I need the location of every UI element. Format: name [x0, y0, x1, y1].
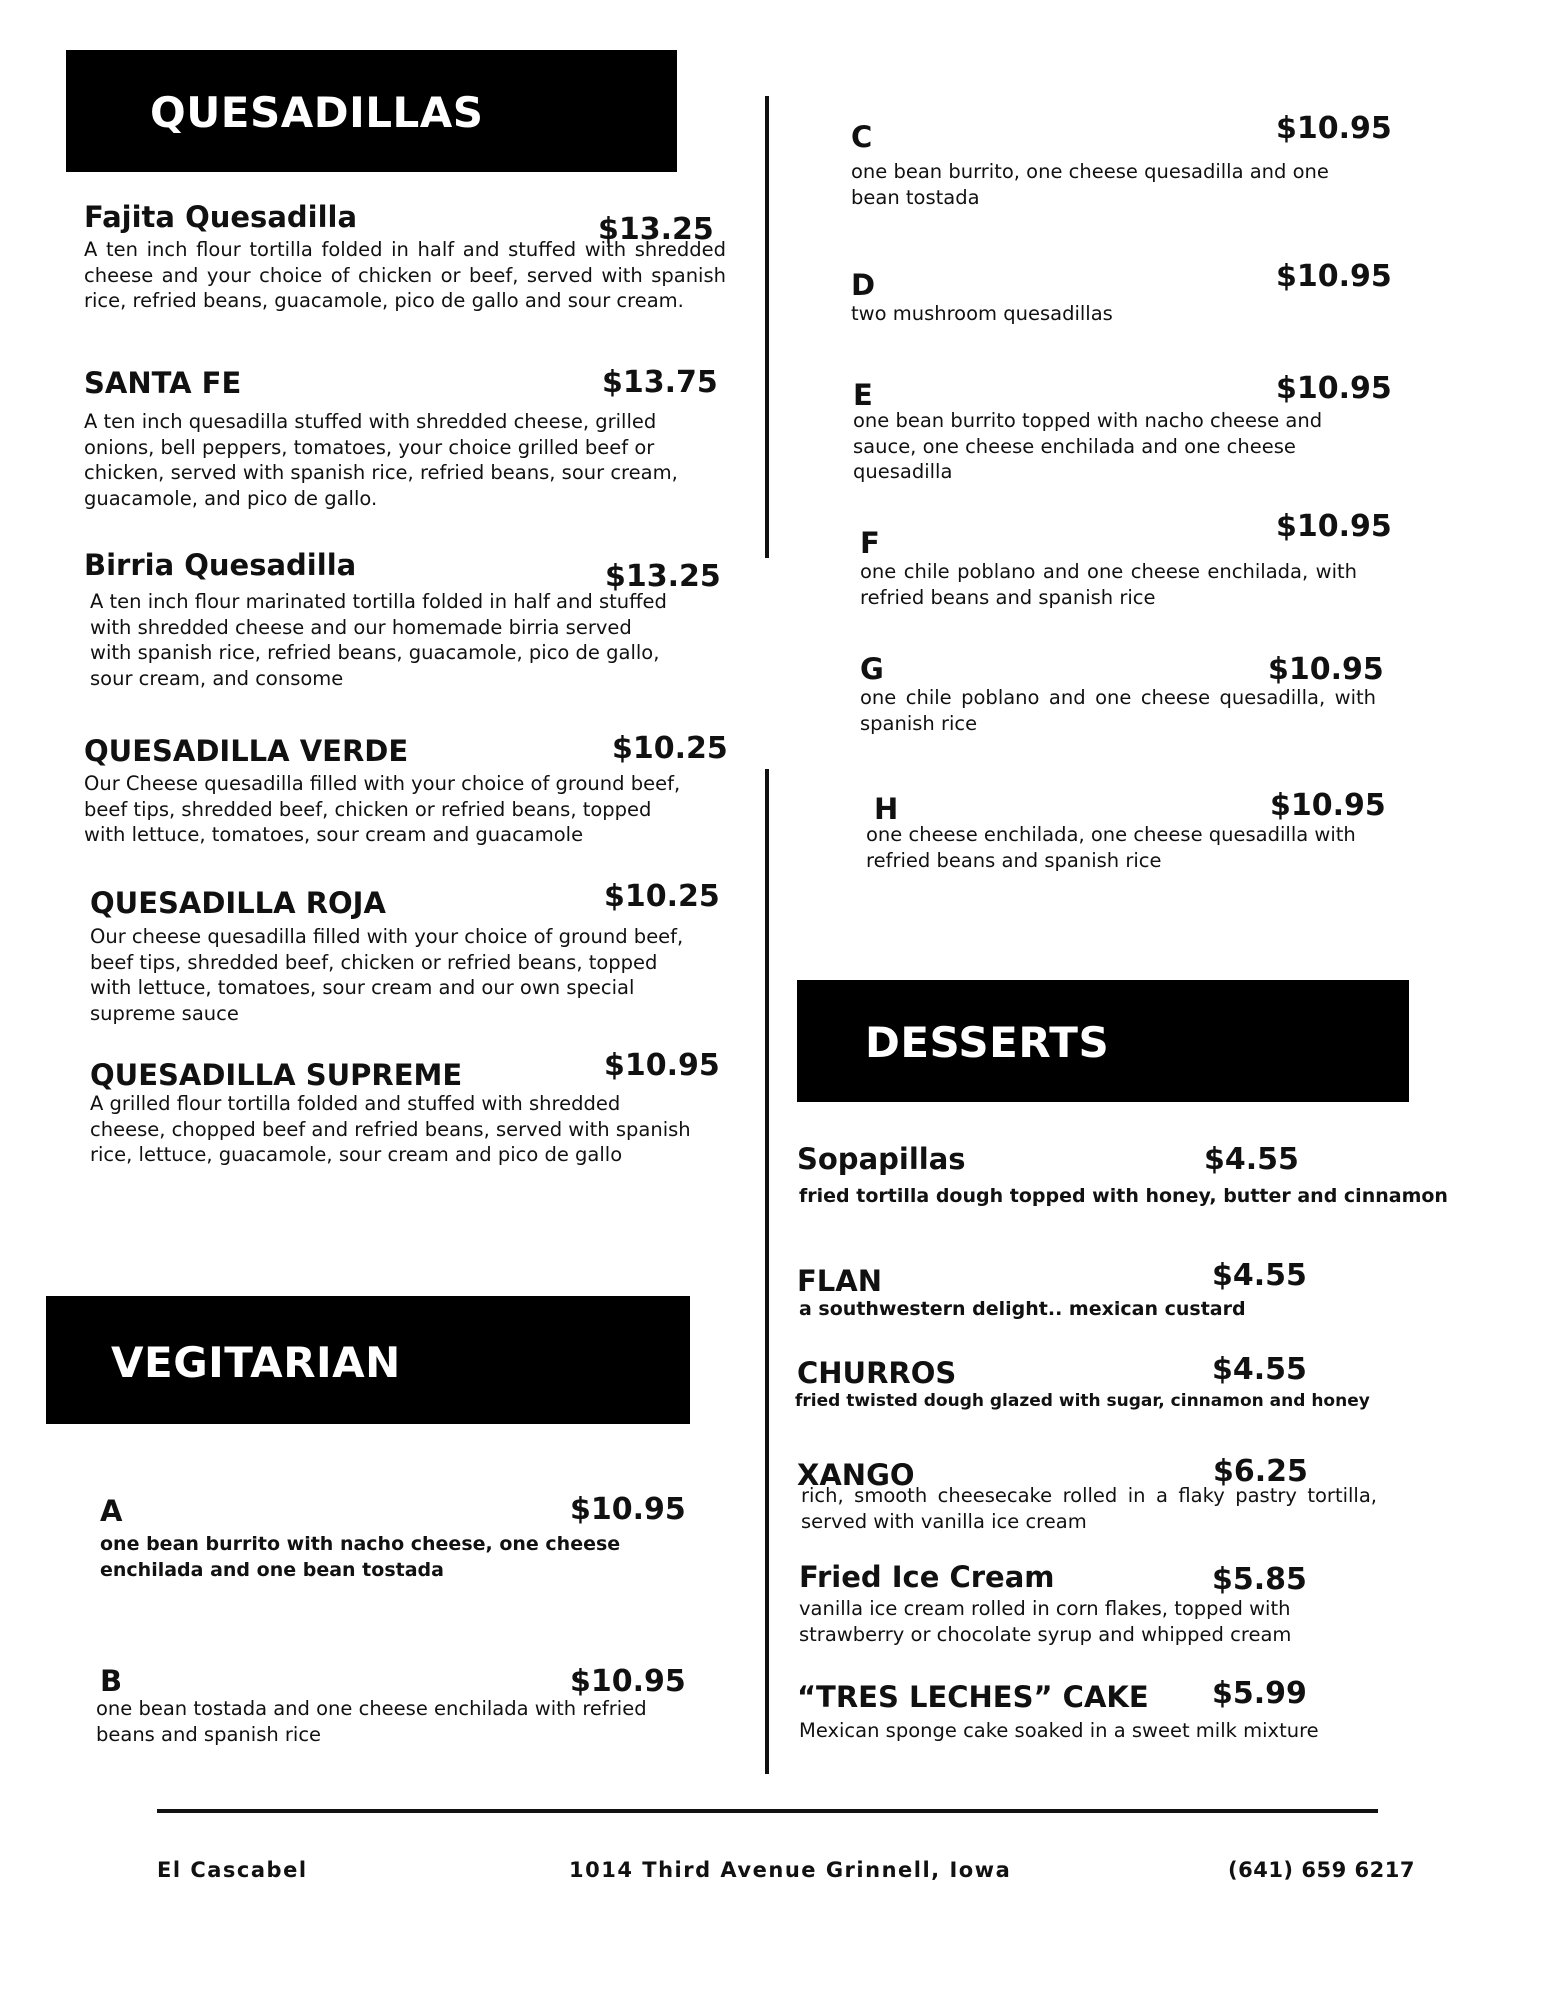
item-name: D: [851, 268, 876, 302]
item-name: Sopapillas: [797, 1142, 966, 1176]
item-price: $10.95: [1268, 652, 1384, 687]
item-name: QUESADILLA SUPREME: [90, 1058, 463, 1092]
item-price: $10.95: [604, 1048, 720, 1083]
menu-item-quesadilla-supreme: [90, 1048, 730, 1178]
menu-item-churros: [795, 1352, 1370, 1416]
menu-item-fajita-quesadilla: [84, 200, 726, 320]
item-description: A ten inch quesadilla stuffed with shredded cheese, grilled onions, bell peppers, tomatoes, your choice grilled beef or chicken, served with spanish rice, refried beans, sour cream, guacamole, and pico de gallo.: [84, 410, 678, 510]
restaurant-name: El Cascabel: [157, 1858, 308, 1882]
item-name: H: [874, 792, 899, 826]
item-description: one cheese enchilada, one cheese quesadilla with refried beans and spanish rice: [866, 823, 1356, 872]
item-name: Fajita Quesadilla: [84, 200, 358, 234]
menu-item-veg-b: [96, 1664, 696, 1754]
item-description: one bean tostada and one cheese enchilada with refried beans and spanish rice: [96, 1697, 647, 1746]
item-description: one chile poblano and one cheese enchilada, with refried beans and spanish rice: [860, 560, 1357, 609]
item-price: $13.25: [598, 212, 714, 247]
item-price: $10.95: [1276, 371, 1392, 406]
menu-item-veg-d: [851, 259, 1392, 328]
item-price: $6.25: [1213, 1454, 1308, 1489]
menu-item-veg-h: [866, 788, 1426, 872]
menu-item-veg-g: [860, 652, 1384, 735]
menu-item-sopapillas: [797, 1142, 1448, 1212]
restaurant-address: 1014 Third Avenue Grinnell, Iowa: [569, 1858, 1012, 1882]
section-title-quesadillas: QUESADILLAS: [150, 88, 484, 137]
item-price: $13.25: [605, 559, 721, 594]
desserts-banner: [797, 980, 1409, 1102]
item-description: rich, smooth cheesecake rolled in a flaky pastry tortilla, served with vanilla ice cream: [801, 1484, 1377, 1533]
item-price: $5.99: [1212, 1676, 1307, 1711]
menu-item-veg-e: [853, 371, 1392, 488]
item-description: A ten inch flour tortilla folded in half and stuffed with shredded cheese and your choice of chicken or beef, served with spanish rice, refried beans, guacamole, pico de gallo and sour cream.: [84, 238, 726, 312]
item-name: F: [860, 526, 880, 560]
item-price: $10.95: [570, 1664, 686, 1699]
item-price: $10.95: [1276, 111, 1392, 146]
item-name: SANTA FE: [84, 366, 242, 400]
item-name: Birria Quesadilla: [84, 548, 357, 582]
item-name: CHURROS: [797, 1356, 957, 1390]
menu-item-veg-c: [851, 111, 1392, 210]
item-description: one chile poblano and one cheese quesadilla, with spanish rice: [860, 686, 1376, 735]
menu-item-santa-fe: [84, 365, 718, 516]
item-description: Our cheese quesadilla filled with your choice of ground beef, beef tips, shredded beef, chicken or refried beans, topped with lettuce, tomatoes, sour cream and our own special supreme sauce: [90, 925, 684, 1025]
item-name: FLAN: [797, 1264, 883, 1298]
menu-item-tres-leches-cake: [797, 1676, 1357, 1750]
menu-item-flan: [797, 1258, 1357, 1324]
item-name: B: [100, 1664, 123, 1698]
item-name: G: [860, 652, 884, 686]
item-description: Our Cheese quesadilla filled with your choice of ground beef, beef tips, shredded beef, chicken or refried beans, topped with lettuce, tomatoes, sour cream and guacamole: [84, 772, 681, 846]
item-name: “TRES LECHES” CAKE: [797, 1680, 1149, 1714]
item-name: E: [853, 378, 873, 412]
item-description: A ten inch flour marinated tortilla folded in half and stuffed with shredded cheese and our homemade birria served with spanish rice, refried beans, guacamole, pico de gallo, sour cream, and consome: [90, 590, 667, 690]
section-title-vegetarian: VEGITARIAN: [111, 1338, 401, 1387]
item-price: $5.85: [1212, 1562, 1307, 1597]
restaurant-phone: (641) 659 6217: [1228, 1858, 1415, 1882]
item-price: $4.55: [1204, 1142, 1299, 1177]
section-title-desserts: DESSERTS: [865, 1018, 1110, 1067]
item-name: QUESADILLA ROJA: [90, 886, 386, 920]
footer-divider: [157, 1809, 1378, 1813]
item-price: $10.95: [1276, 509, 1392, 544]
item-description: Mexican sponge cake soaked in a sweet milk mixture: [799, 1719, 1319, 1742]
item-price: $10.95: [570, 1492, 686, 1527]
quesadillas-banner: [66, 50, 677, 172]
item-price: $10.95: [1276, 259, 1392, 294]
item-description: fried tortilla dough topped with honey, butter and cinnamon: [799, 1185, 1448, 1207]
item-description: A grilled flour tortilla folded and stuffed with shredded cheese, chopped beef and refried beans, served with spanish rice, lettuce, guacamole, sour cream and pico de gallo: [90, 1092, 691, 1166]
menu-item-veg-a: [100, 1494, 700, 1584]
item-description: fried twisted dough glazed with sugar, cinnamon and honey: [795, 1391, 1370, 1411]
menu-item-quesadilla-roja: [90, 879, 720, 1026]
item-description: one bean burrito, one cheese quesadilla and one bean tostada: [851, 160, 1329, 209]
menu-item-xango: [797, 1454, 1377, 1538]
menu-item-quesadilla-verde: [84, 731, 728, 854]
menu-item-fried-ice-cream: [799, 1560, 1359, 1650]
item-description: one bean burrito with nacho cheese, one cheese enchilada and one bean tostada: [100, 1533, 621, 1581]
item-name: XANGO: [797, 1458, 915, 1492]
item-price: $10.25: [612, 731, 728, 766]
item-description: one bean burrito topped with nacho cheese and sauce, one cheese enchilada and one cheese quesadilla: [853, 409, 1323, 483]
menu-item-birria-quesadilla: [84, 548, 721, 698]
item-name: Fried Ice Cream: [799, 1560, 1055, 1594]
item-price: $13.75: [602, 365, 718, 400]
item-price: $4.55: [1212, 1352, 1307, 1387]
column-divider-bottom: [765, 769, 769, 1774]
vegetarian-banner: [46, 1296, 690, 1424]
item-description: a southwestern delight.. mexican custard: [799, 1298, 1246, 1320]
item-name: QUESADILLA VERDE: [84, 734, 409, 768]
item-description: vanilla ice cream rolled in corn flakes, topped with strawberry or chocolate syrup and whipped cream: [799, 1597, 1292, 1646]
item-price: $4.55: [1212, 1258, 1307, 1293]
item-name: A: [100, 1494, 123, 1528]
item-price: $10.95: [1270, 788, 1386, 823]
column-divider-top: [765, 96, 769, 558]
item-description: two mushroom quesadillas: [851, 302, 1113, 325]
item-price: $10.25: [604, 879, 720, 914]
item-name: C: [851, 120, 873, 154]
menu-item-veg-f: [860, 509, 1392, 616]
